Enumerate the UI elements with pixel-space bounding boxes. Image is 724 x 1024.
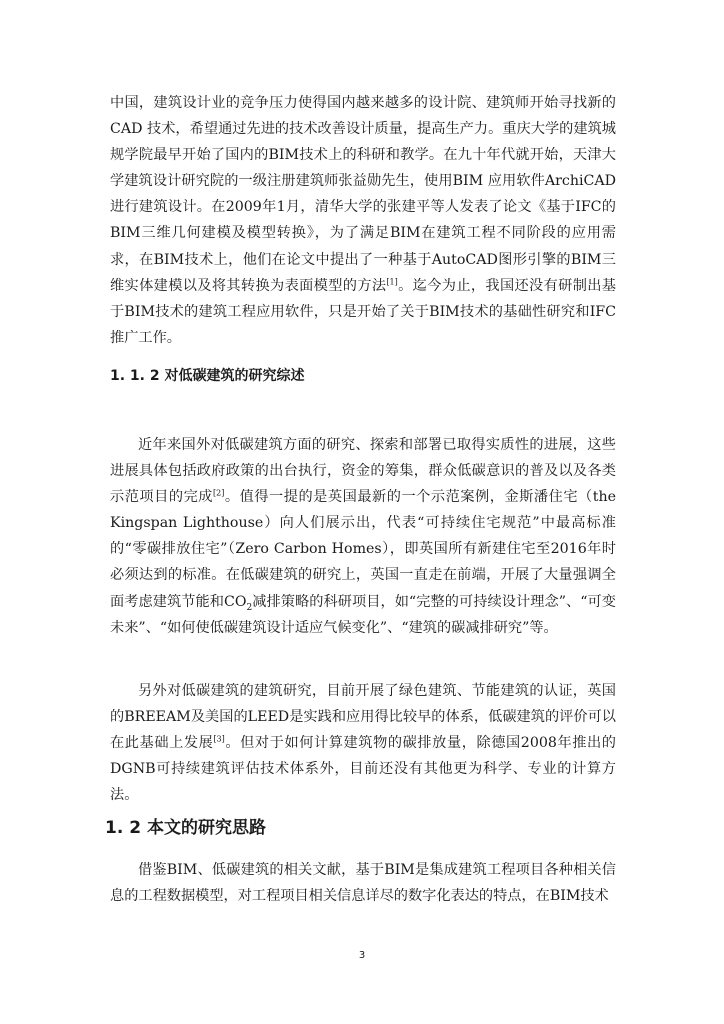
paragraph-bim-china-research	[110, 90, 616, 351]
page-number: 3	[358, 950, 366, 961]
paragraph-text: 中国，建筑设计业的竞争压力使得国内越来越多的设计院、建筑师开始寻找新的CAD 技术，希望通过先进的技术改善设计质量，提高生产力。重庆大学的建筑城规学院最早开始了国内的BIM技术上的科研和教学。在九十年代就开始，天津大学建筑设计研究院的一级注册建筑师张益勋先生，使用BIM 应用软件ArchiCAD 进行建筑设计。在2009年1月，清华大学的张建平等人发表了论文《基于IFC的BIM三维几何建模及模型转换》，为了满足BIM在建筑工程不同阶段的应用需求，在BIM技术上，他们在论文中提出了一种基于AutoCAD图形引擎的BIM三维实体建模以及将其转换为表面模型的方法	[110, 95, 616, 294]
paragraph-text-middle: 。值得一提的是英国最新的一个示范案例，金斯潘住宅（the Kingspan Lighthouse）向人们展示出，代表“可持续住宅规范”中最高标准的“零碳排放住宅”（Zero Carbon Homes），即英国所有新建住宅至2016年时必须达到的标准。在低碳建筑的研究上，英国一直走在前端，开展了大量强调全面考虑建筑节能和CO	[110, 489, 616, 610]
paragraph-research-approach	[110, 857, 616, 909]
subscript-2: 2	[246, 602, 253, 613]
section-heading-1-1-2: 1. 1. 2 对低碳建筑的研究综述	[110, 368, 305, 384]
paragraph-text: 近年来国外对低碳建筑方面的研究、探索和部署已取得实质性的进展，这些进展具体包括政府政策的出台执行，资金的筹集，群众低碳意识的普及以及各类示范项目的完成	[110, 437, 616, 506]
paragraph-text-continued: 。但对于如何计算建筑物的碳排放量，除德国2008年推出的DGNB可持续建筑评估技术体系外，目前还没有其他更为科学、专业的计算方法。	[110, 735, 616, 804]
paragraph-text: 借鉴BIM、低碳建筑的相关文献，基于BIM是集成建筑工程项目各种相关信息的工程数据模型，对工程项目相关信息详尽的数字化表达的特点，在BIM技术	[110, 862, 616, 905]
paragraph-low-carbon-abroad	[110, 432, 616, 641]
paragraph-text: 另外对低碳建筑的建筑研究，目前开展了绿色建筑、节能建筑的认证，英国的BREEAM及美国的LEED是实践和应用得比较早的体系，低碳建筑的评价可以在此基础上发展	[110, 683, 616, 752]
citation-marker[interactable]: [1]	[386, 276, 398, 286]
paragraph-certification-systems	[110, 678, 616, 808]
paragraph-text-continued: 减排策略的科研项目，如“完整的可持续设计理念”、“可变未来”、“如何使低碳建筑设计适应气候变化”、“建筑的碳减排研究”等。	[110, 593, 616, 636]
paragraph-text-continued: 。迄今为止，我国还没有研制出基于BIM技术的建筑工程应用软件，只是开始了关于BIM技术的基础性研究和IFC推广工作。	[110, 277, 616, 346]
citation-marker[interactable]: [2]	[213, 488, 225, 498]
section-heading-1-2: 1. 2 本文的研究思路	[105, 818, 266, 838]
citation-marker[interactable]: [3]	[213, 734, 225, 744]
